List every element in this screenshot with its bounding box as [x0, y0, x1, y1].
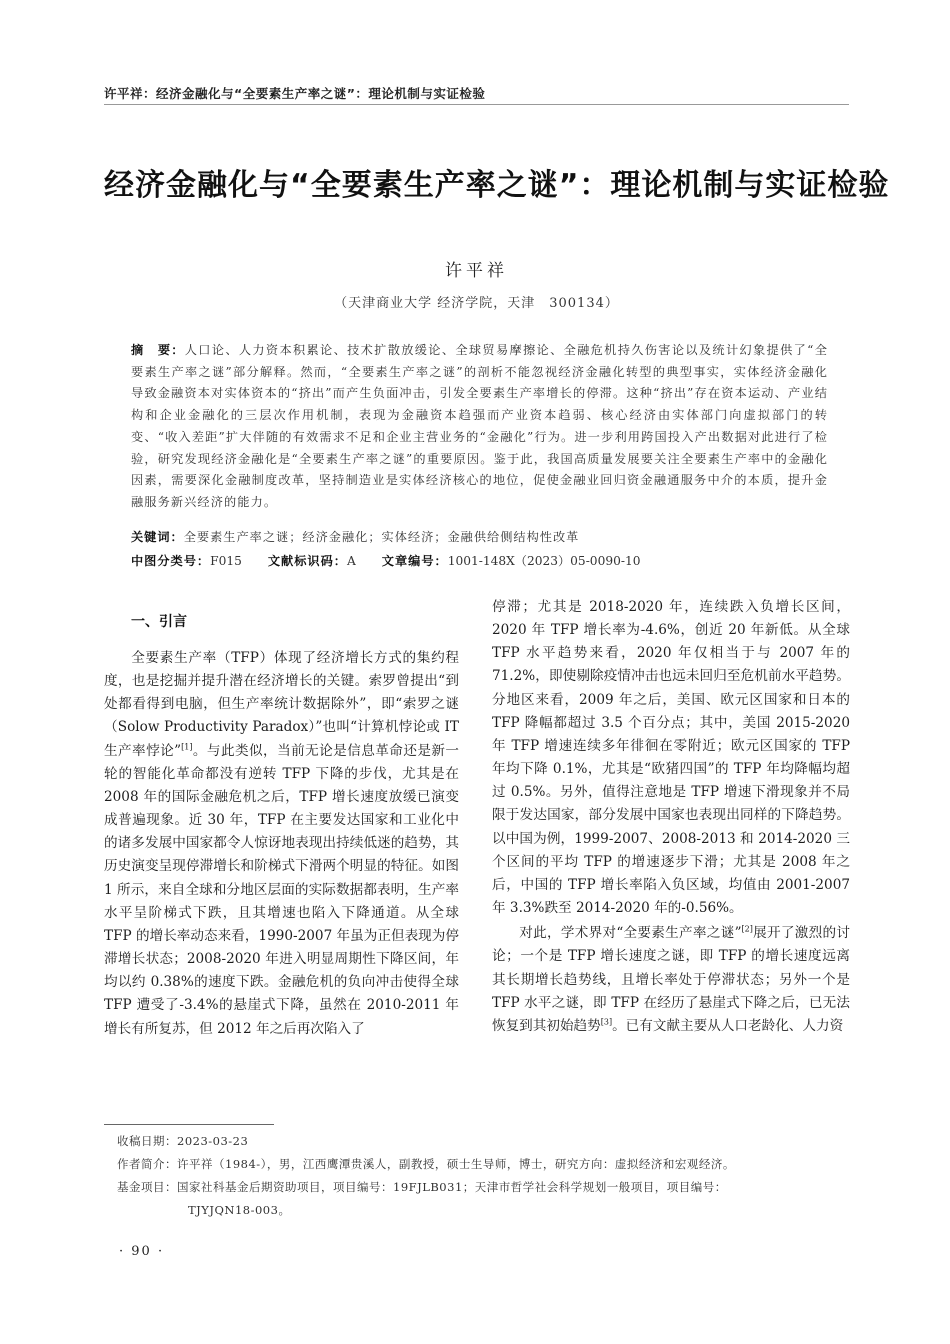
abstract-label: 摘 要：	[131, 343, 185, 357]
funding-continued	[117, 1199, 852, 1222]
running-head: 许平祥：经济金融化与“全要素生产率之谜”：理论机制与实证检验	[104, 86, 486, 101]
author-affiliation: （天津商业大学 经济学院，天津 300134）	[334, 296, 619, 311]
author-name: 许平祥	[445, 261, 508, 281]
paragraph-text: 对此，学术界对“全要素生产率之谜”	[519, 925, 742, 942]
citation-ref[interactable]: [3]	[600, 1017, 613, 1027]
classification-line	[131, 552, 828, 569]
citation-ref[interactable]: [2]	[741, 924, 753, 934]
article-number-label: 文章编号：	[381, 554, 448, 568]
funding: 基金项目：国家社科基金后期资助项目，项目编号：19FJLB031；天津市哲学社会科学规划一般项目，项目编号：	[117, 1180, 727, 1194]
footnote-rule	[104, 1124, 274, 1125]
paragraph-text: 全要素生产率（TFP）体现了经济增长方式的集约程度，也是挖掘并提升潜在经济增长的关键。索罗曾提出“到处都看得到电脑，但生产率统计数据除外”，即“索罗之谜（Solow Productivity Paradox）”也叫“计算机悖论或 IT 生产率悖论”	[104, 650, 459, 759]
keywords-label: 关键词：	[131, 530, 184, 544]
paragraph-text: 展开了激烈的讨论；一个是 TFP 增长速度之谜，即 TFP 的增长速度远离其长期增长趋势线，且增长率处于停滞状态；另外一个是 TFP 水平之谜，即 TFP 在经历了悬崖式下降之后，已无法恢复到其初始趋势	[492, 925, 850, 1034]
clc-label: 中图分类号：	[131, 554, 211, 568]
paper-title: 经济金融化与“全要素生产率之谜”：理论机制与实证检验	[104, 168, 890, 203]
author-bio: 作者简介：许平祥（1984-），男，江西鹰潭贵溪人，副教授，硕士生导师，博士，研究方向：虚拟经济和宏观经济。	[117, 1157, 735, 1171]
funding-code: TJYJQN18-003。	[188, 1203, 291, 1217]
page-number: · 90 ·	[119, 1244, 165, 1259]
body-column-right	[492, 596, 850, 1038]
paragraph	[104, 647, 459, 1041]
received-date: 收稿日期：2023-03-23	[117, 1134, 249, 1148]
doc-code-label: 文献标识码：	[267, 554, 347, 568]
body-column-left	[104, 647, 459, 1041]
paragraph-text: 。与此类似，当前无论是信息革命还是新一轮的智能化革命都没有逆转 TFP 下降的步伐，尤其是在 2008 年的国际金融危机之后，TFP 增长速度放缓已演变成普遍现象。近 30 年，TFP 在主要发达国家和工业化中的诸多发展中国家都令人惊讶地表现出持续低迷的趋势，其历史演变呈现停滞增长和阶梯式下滑两个明显的特征。如图 1 所示，来自全球和分地区层面的实际数据都表明，生产率水平呈阶梯式下跌，且其增速也陷入下降通道。从全球 TFP 的增长率动态来看，1990-2007 年虽为正但表现为停滞增长状态；2008-2020 年进入明显周期性下降区间，年均以约 0.38%的速度下跌。金融危机的负向冲击使得全球 TFP 遭受了-3.4%的悬崖式下降，虽然在 2010-2011 年增长有所复苏，但 2012 年之后再次陷入了	[104, 742, 460, 1037]
citation-ref[interactable]: [1]	[181, 742, 193, 752]
paragraph: 停滞；尤其是 2018-2020 年，连续跌入负增长区间，2020 年 TFP 增长率为-4.6%，创近 20 年新低。从全球 TFP 水平趋势来看，2020 年仅相当于与 2007 年的 71.2%，即使剔除疫情冲击也远未回归至危机前水平趋势。分地区来看，2009 年之后，美国、欧元区国家和日本的 TFP 降幅都超过 3.5 个百分点；其中，美国 2015-2020 年 TFP 增速连续多年徘徊在零附近；欧元区国家的 TFP 年均下降 0.1%，尤其是“欧猪四国”的 TFP 年均降幅均超过 0.5%。另外，值得注意地是 TFP 增速下滑现象并不局限于发达国家，部分发展中国家也表现出同样的下降趋势。以中国为例，1999-2007、2008-2013 和 2014-2020 三个区间的平均 TFP 的增速逐步下滑；尤其是 2008 年之后，中国的 TFP 增长率陷入负区域，均值由 2001-2007 年 3.3%跌至 2014-2020 年的-0.56%。	[492, 599, 850, 917]
article-number-value: 1001-148X（2023）05-0090-10	[447, 554, 641, 568]
paragraph-text: 。已有文献主要从人口老龄化、人力资	[612, 1017, 844, 1034]
footnotes	[117, 1130, 852, 1222]
doc-code-value: A	[346, 554, 356, 568]
clc-value: F015	[210, 554, 242, 568]
header-rule	[104, 104, 849, 105]
section-heading: 一、引言	[131, 614, 187, 630]
paragraph	[492, 922, 850, 1038]
keywords	[131, 528, 828, 545]
abstract	[131, 340, 828, 514]
abstract-text: 人口论、人力资本积累论、技术扩散放缓论、全球贸易摩擦论、全融危机持久伤害论以及统计幻象提供了“全要素生产率之谜”部分解释。然而，“全要素生产率之谜”的剖析不能忽视经济金融化转型的典型事实，实体经济金融化导致金融资本对实体资本的“挤出”而产生负面冲击，引发全要素生产率增长的停滞。这种“挤出”存在资本运动、产业结构和企业金融化的三层次作用机制，表现为金融资本趋强而产业资本趋弱、核心经济由实体部门向虚拟部门的转变、“收入差距”扩大伴随的有效需求不足和企业主营业务的“金融化”行为。进一步利用跨国投入产出数据对此进行了检验，研究发现经济金融化是“全要素生产率之谜”的重要原因。鉴于此，我国高质量发展要关注全要素生产率中的金融化因素，需要深化金融制度改革，坚持制造业是实体经济核心的地位，促使金融业回归资金融通服务中介的本质，提升金融服务新兴经济的能力。	[131, 343, 829, 509]
keywords-text: 全要素生产率之谜；经济金融化；实体经济；金融供给侧结构性改革	[183, 530, 580, 544]
